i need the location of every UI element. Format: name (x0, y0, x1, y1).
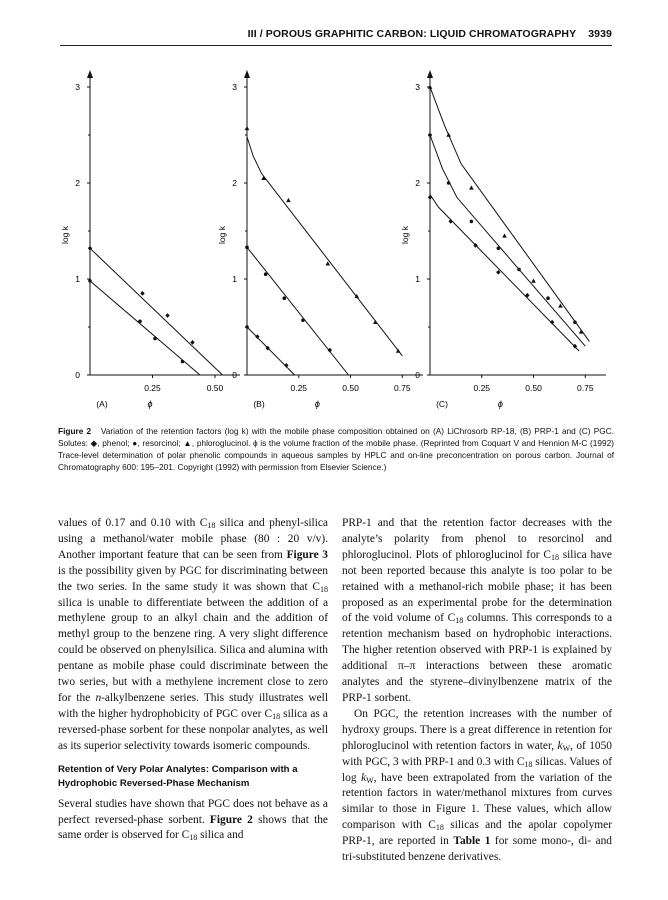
panel-c-resorcinol-point (447, 181, 451, 185)
panel-a-resorcinol-point (138, 319, 142, 323)
figure-caption (58, 425, 614, 473)
running-title: III / POROUS GRAPHITIC CARBON: LIQUID CHROMATOGRAPHY (247, 28, 577, 40)
panel-c-x-tick-label: 0.50 (525, 383, 542, 393)
section-subheading: Retention of Very Polar Analytes: Comparison with a Hydrophobic Reversed-Phase Mechanism (58, 763, 298, 789)
panel-c-label: (C) (436, 399, 448, 409)
panel-c-phenol-point (550, 320, 554, 325)
panel-b-y-axis-arrow-icon (244, 70, 250, 78)
panel-b-y-axis-label: log k (217, 226, 227, 244)
panel-b-phloroglucinol-point (245, 126, 250, 130)
panel-b-phloroglucinol-point (396, 349, 401, 353)
figure-2-reference: Figure 2 (209, 813, 253, 826)
figure-2 (40, 60, 620, 420)
panel-b-phloroglucinol-point (373, 320, 378, 324)
panel-c-x-axis-label: ϕ (497, 399, 503, 409)
panel-a-y-tick-label: 1 (75, 274, 80, 284)
panel-b-resorcinol-point (245, 246, 249, 250)
panel-c-phloroglucinol-fit-line (430, 87, 589, 341)
panel-c-resorcinol-point (546, 296, 550, 300)
panel-c-y-axis-label: log k (400, 226, 410, 244)
panel-c-x-tick-label: 0.75 (577, 383, 594, 393)
panel-c-resorcinol-point (428, 133, 432, 137)
panel-a-resorcinol-point (153, 337, 157, 341)
table-1-reference: Table 1 (453, 835, 491, 848)
left-paragraph-1: values of 0.17 and 0.10 with C18 silica and phenyl-silica using a methanol/water mobile phase (80 : 20 v/v). Another important feature that can be seen from Figure 3 is the possibility given by PGC for discriminating between the two series. In the same study it was shown that C18 silica is unable to differentiate between the addition of a methylene group to an alkyl chain and the addition of methyl group to the benzene ring. A very slight difference could be observed on phenylsilica. Silica and alumina with pentane as mobile phase could discriminate between the two series, but with a methylene increment close to zero for the n-alkylbenzene series. This study illustrates well with the higher hydrophobicity of PGC over C18 silica as a reversed-phase sorbent for these nonpolar analytes, as well as its superior selectivity towards isomeric compounds. (58, 517, 328, 752)
figure-3-reference: Figure 3 (286, 548, 328, 561)
panel-b-x-tick-label: 0.25 (290, 383, 308, 393)
panel-b-resorcinol-point (301, 318, 305, 322)
panel-c-phloroglucinol-point (469, 185, 474, 189)
panel-b-y-tick-label: 1 (232, 274, 237, 284)
panel-a-y-tick-label: 2 (75, 178, 80, 188)
panel-c-y-tick-label: 0 (415, 370, 420, 380)
panel-b-y-tick-label: 3 (232, 82, 237, 92)
panel-c-phloroglucinol-point (502, 233, 507, 237)
panel-c-y-tick-label: 1 (415, 274, 420, 284)
panel-c-y-axis-arrow-icon (427, 70, 433, 78)
panel-a-y-tick-label: 3 (75, 82, 80, 92)
right-paragraph-1: PRP-1 and that the retention factor decreases with the analyte’s polarity from phenol to resorcinol and phloroglucinol. Plots of phloroglucinol for C18 silica have not been reported because this analyte is too polar to be retained with a methanol-rich mobile phase; it has been proposed as an experimental probe for the determination of the void volume of C18 columns. This corresponds to a retention mechanism based on hydrophobic interactions. The higher retention observed with PRP-1 is explained by additional π–π interactions between these aromatic analytes and the styrene–divinylbenzene matrix of the PRP-1 sorbent. (342, 517, 612, 704)
panel-c-resorcinol-point (573, 320, 577, 324)
panel-b-resorcinol-point (328, 348, 332, 352)
panel-b-phenol-point (284, 363, 288, 368)
panel-b-x-tick-label: 0.50 (342, 383, 359, 393)
panel-a-y-tick-label: 0 (75, 370, 80, 380)
right-column (342, 516, 612, 866)
panel-c-resorcinol-point (470, 220, 474, 224)
panel-b-x-tick-label: 0.75 (394, 383, 411, 393)
panel-a-phenol-point (190, 340, 194, 345)
panel-b-y-tick-label: 0 (232, 370, 237, 380)
panel-b-label: (B) (253, 399, 265, 409)
running-header (60, 28, 612, 44)
panel-a-phenol-point (140, 291, 144, 296)
panel-a-y-axis-label: log k (60, 226, 70, 244)
panel-a-phenol-fit-line (90, 248, 223, 375)
panel-a-x-tick-label: 0.25 (144, 383, 161, 393)
panel-c-y-tick-label: 3 (415, 82, 420, 92)
page-number: 3939 (588, 28, 612, 40)
panel-b-phloroglucinol-point (286, 198, 291, 202)
panel-b-phloroglucinol-fit-line (247, 137, 402, 356)
panel-b-resorcinol-point (264, 272, 268, 276)
panel-c-y-tick-label: 2 (415, 178, 420, 188)
panel-c-phloroglucinol-point (531, 279, 536, 283)
header-rule (60, 45, 612, 46)
panel-c-resorcinol-point (497, 246, 501, 250)
panel-c-phenol-point (449, 219, 453, 224)
panel-a-resorcinol-point (181, 360, 185, 364)
panel-b-resorcinol-point (282, 296, 286, 300)
panel-c-phenol-point (428, 195, 432, 200)
left-column (58, 516, 328, 844)
right-paragraph-2: On PGC, the retention increases with the number of hydroxy groups. There is a great difference in retention for phloroglucinol with retention factors in water, kW, of 1050 with PGC, 3 with PRP-1 and 0.3 with C18 silicas. Values of log kW, have been extrapolated from the variation of the retention factors in water/methanol mixtures from curves similar to those in Figure 1. These values, which allow comparison with C18 silicas and the apolar copolymer PRP-1, are reported in Table 1 for some mono-, di- and tri-substituted benzene derivatives. (342, 707, 613, 864)
panel-b-x-axis-label: ϕ (314, 399, 320, 409)
panel-a-y-axis-arrow-icon (87, 70, 93, 78)
panel-c-x-tick-label: 0.25 (473, 383, 491, 393)
panel-a-resorcinol-point (88, 279, 92, 283)
panel-a-x-axis-label: ϕ (147, 399, 153, 409)
panel-c-resorcinol-fit-line (430, 135, 585, 346)
panel-b-phenol-fit-line (247, 327, 295, 375)
panel-a-phenol-point (165, 313, 169, 318)
panel-c-phloroglucinol-point (446, 133, 451, 137)
panel-a-x-tick-label: 0.50 (206, 383, 224, 393)
panel-c-resorcinol-point (517, 268, 521, 272)
panel-b-y-tick-label: 2 (232, 178, 237, 188)
left-paragraph-2: Several studies have shown that PGC does not behave as a perfect reversed-phase sorbent. Figure 2 shows that the same order is observed for C18 silica and (58, 797, 328, 843)
caption-label: Figure 2 (58, 426, 92, 436)
panel-a-label: (A) (96, 399, 108, 409)
panel-c-phenol-fit-line (430, 195, 579, 352)
panel-b-phenol-point (255, 334, 259, 339)
caption-text: Variation of the retention factors (log k) with the mobile phase composition obtained on (A) LiChrosorb RP-18, (B) PRP-1 and (C) PGC. Solutes: ◆, phenol; ●, resorcinol; ▲, phloroglucinol. ϕ is the volume fraction of the mobile phase. (Reprinted from Coquart V and Hennion M-C (1992) Trace-level determination of polar phenolic compounds in aqueous samples by HPLC and on-line preconcentration on porous carbon. Journal of Chromatography 600: 195–201. Copyright (1992) with permission from Elsevier Science.) (58, 426, 615, 472)
